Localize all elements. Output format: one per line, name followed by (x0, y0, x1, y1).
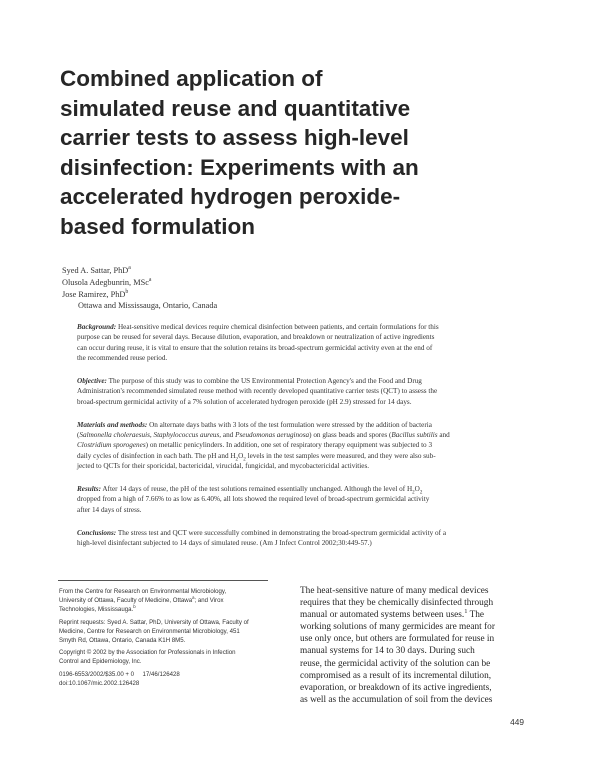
title-line: based formulation (60, 213, 256, 239)
background-label: Background: (77, 323, 117, 331)
abstract-conclusions: Conclusions: The stress test and QCT were successfully combined in demonstrating the broad-spectrum germicidal activity of a high-level disinfectant subjected to 14 days of simulated reuse. (Am J Infect Control 2002;30:449-57.) (77, 528, 447, 547)
title-line: carrier tests to assess high-level (60, 125, 409, 150)
affiliation-note: From the Centre for Research on Environmental Microbiology, University of Ottawa, Faculty of Medicine, Ottawa$^a$; and Virox Technologies, Mississauga.$^b$ (59, 588, 227, 613)
abstract (77, 322, 524, 561)
article-title (60, 64, 510, 241)
results-label: Results: (77, 484, 101, 493)
author: Jose Ramirez, PhD$^b$ (62, 288, 129, 299)
author: Syed A. Sattar, PhD$^a$ (62, 265, 131, 275)
issn-doi (59, 671, 273, 689)
conclusions-label: Conclusions: (77, 528, 117, 537)
reprint-note: Reprint requests: Syed A. Sattar, PhD, University of Ottawa, Faculty of Medicine, Centre for Research on Environmental Microbiology, 451 Smyth Rd, Ottawa, Ontario, Canada K1H 8M5. (59, 618, 249, 644)
footnotes (59, 588, 273, 693)
author-list (62, 265, 462, 312)
abstract-background: Background: Heat-sensitive medical devices require chemical disinfection between patients, and certain formulations for this purpose can be reused for several days. Because dilution, evaporation, and breakdown or neutralization of active ingredients can occur during reuse, it is vital to ensure that the solution retains its broad-spectrum germicidal activity even at the end of the recommended reuse period. (77, 323, 439, 362)
abstract-results: Results: After 14 days of reuse, the pH of the test solutions remained essentially unchanged. Although the level of $H_2O_2$ dropped from a high of 7.66% to as low as 6.40%, all lots showed the required level of broad-spectrum germicidal activity after 14 days of stress. (77, 484, 430, 514)
introduction-text: The heat-sensitive nature of many medical devices requires that they be chemically disinfected through manual or automated systems between uses.$^1$ The working solutions of many germicides are meant for use only once, but others are formulated for reuse in manual systems for 14 to 30 days. During such reuse, the germicidal activity of the solution can be compromised as a result of its incremental dilution, evaporation, or breakdown of its active ingredients, as well as the accumulation of soil from the devices (300, 586, 495, 705)
abstract-methods: Materials and methods: On alternate days baths with 3 lots of the test formulation were stressed by the addition of bacteria (Salmonella choleraesuis, Staphylococcus aureus, and Pseudomonas aeruginosa) on glass beads and spores (Bacillus subtilis and Clostridium sporogenes) on metallic penicylinders. In addition, one set of respiratory therapy equipment was subjected to 3 daily cycles of disinfection in each bath. The pH and $H_2O_2$ levels in the test samples were measured, and they were also sub- jected to QCTs for their sporicidal, bactericidal, virucidal, fungicidal, and mycobactericidal activities. (77, 420, 450, 470)
objective-label: Objective: (77, 376, 107, 385)
reference-1[interactable]: 1 (464, 608, 468, 616)
page-number: 449 (510, 717, 524, 727)
methods-label: Materials and methods: (77, 420, 148, 429)
author-location: Ottawa and Mississauga, Ontario, Canada (78, 301, 218, 311)
title-line: accelerated hydrogen peroxide- (60, 184, 401, 209)
doi: doi:10.1067/mic.2002.126428 (59, 680, 140, 688)
abstract-objective: Objective: The purpose of this study was to combine the US Environmental Protection Agency's and the Food and Drug Administration's recommended simulated reuse method with recently developed quantitative carrier tests (QCT) to assess the broad-spectrum germicidal activity of a 7% solution of accelerated hydrogen peroxide (pH 2.9) stressed for 14 days. (77, 376, 438, 406)
title-line: Combined application of (60, 66, 323, 91)
footnote-divider (58, 580, 268, 581)
copyright-note: Copyright © 2002 by the Association for Professionals in Infection Control and Epidemiology, Inc. (59, 649, 236, 666)
author: Olusola Adegbunrin, MSc$^a$ (62, 277, 152, 287)
title-line: simulated reuse and quantitative (60, 95, 411, 121)
title-line: disinfection: Experiments with an (60, 154, 419, 180)
issn: 0196-6553/2002/$35.00 + 0 17/46/126428 (59, 671, 180, 679)
